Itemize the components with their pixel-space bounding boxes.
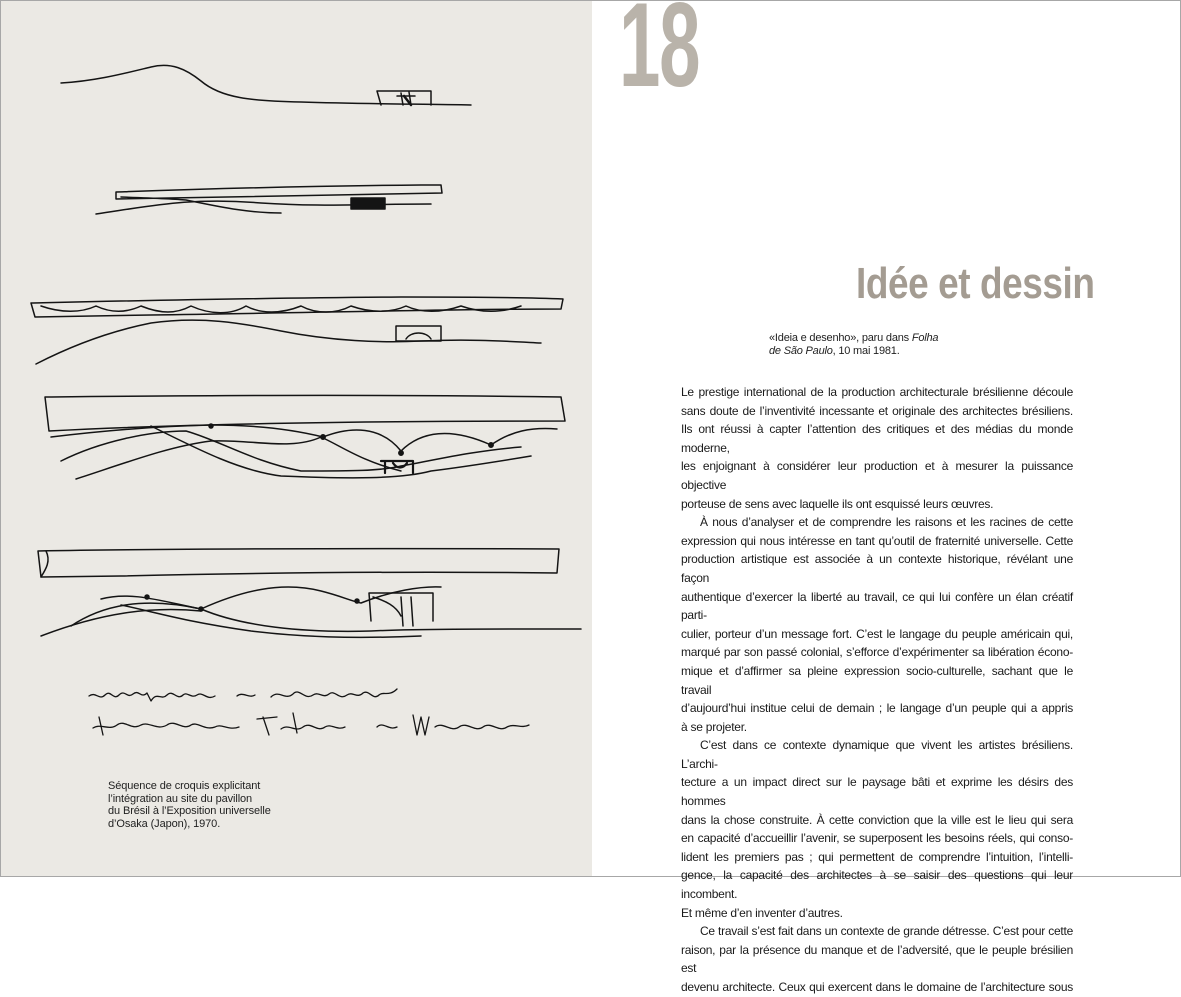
left-page [1, 1, 592, 876]
sketch-row-5 [38, 549, 581, 638]
sketch-row-4 [45, 395, 565, 479]
handwritten-annotation [89, 689, 529, 735]
body-line: Le prestige international de la production architecturale brésilienne découle [681, 385, 1073, 399]
body-line: devenu architecte. Ceux qui exercent dans le domaine de l’architecture sous [681, 980, 1073, 994]
body-line: production artistique est associée à un contexte historique, révélant une façon [681, 552, 1073, 585]
body-line: porteuse de sens avec laquelle ils ont esquissé leurs œuvres. [681, 496, 994, 511]
body-line: raison, par la présence du manque et de l’adversité, que le peuple brésilien est [681, 942, 1073, 976]
chapter-number: 18 [619, 0, 700, 112]
body-line: sans doute de l’inventivité incessante et originale des architectes brésiliens. [681, 403, 1073, 418]
body-line: culier, porteur d’un message fort. C’est le langage du peuple américain qui, [681, 626, 1073, 641]
body-line: C’est dans ce contexte dynamique que vivent les artistes brésiliens. L’archi- [681, 738, 1073, 771]
body-text [681, 383, 1073, 997]
caption-line: l’intégration au site du pavillon [108, 792, 253, 805]
body-line: Et même d’en inventer d’autres. [681, 905, 843, 920]
body-line: Ce travail s’est fait dans un contexte de grande détresse. C’est pour cette [700, 924, 1073, 939]
sketch-row-3 [31, 297, 563, 364]
sketch-row-2 [96, 185, 442, 214]
right-page [592, 0, 1180, 994]
body-line: gence, la capacité des architectes à se saisir des questions qui leur incombent. [681, 868, 1073, 902]
body-line: À nous d’analyser et de comprendre les raisons et les racines de cette [700, 515, 1073, 530]
caption-line: du Brésil à l’Exposition universelle [108, 805, 271, 817]
body-line: dans la chose construite. À cette conviction que la ville est le lieu qui sera [681, 812, 1073, 827]
body-line: mique et d’affirmer sa pleine expression socio-culturelle, sachant que le travail [681, 663, 1073, 697]
source-line-2 [769, 345, 1009, 358]
caption-line: Séquence de croquis explicitant [108, 780, 261, 792]
body-line: d’aujourd’hui institue celui de demain ; le langage d’un peuple qui a appris [681, 701, 1073, 716]
pavilion-sketch [1, 1, 592, 761]
body-line: Ils ont réussi à capter l’attention des critiques et des médias du monde moderne, [681, 422, 1073, 455]
body-line: authentique d’exercer la liberté au travail, ce qui lui confère un élan créatif parti- [681, 589, 1073, 623]
body-line: tecture a un impact direct sur le paysage bâti et exprime les désirs des hommes [681, 775, 1073, 809]
source-newspaper-city: de São Paulo [769, 345, 833, 357]
source-prefix: «Ideia e desenho», paru dans [769, 332, 912, 344]
caption-line: d’Osaka (Japon), 1970. [108, 817, 221, 830]
body-line: à se projeter. [681, 719, 747, 734]
body-line: expression qui nous intéresse en tant qu’outil de fraternité universelle. Cette [681, 533, 1073, 548]
source-newspaper: Folha [911, 332, 939, 344]
source-note [769, 332, 1009, 358]
body-line: les enjoignant à considérer leur production et à mesurer la puissance objective [681, 459, 1073, 492]
body-line: en capacité d’accueillir l’avenir, se superposent les besoins réels, qui conso- [681, 831, 1073, 846]
body-line: lident les premiers pas ; qui permettent de comprendre l’intuition, l’intelli- [681, 849, 1073, 864]
sketch-caption [108, 780, 308, 830]
sketch-row-1 [61, 65, 471, 105]
chapter-title: Idée et dessin [856, 259, 1095, 308]
source-date: , 10 mai 1981. [832, 345, 900, 357]
body-line: marqué par son passé colonial, s’efforce d’expérimenter sa libération écono- [681, 645, 1073, 660]
source-line-1 [769, 332, 1009, 345]
